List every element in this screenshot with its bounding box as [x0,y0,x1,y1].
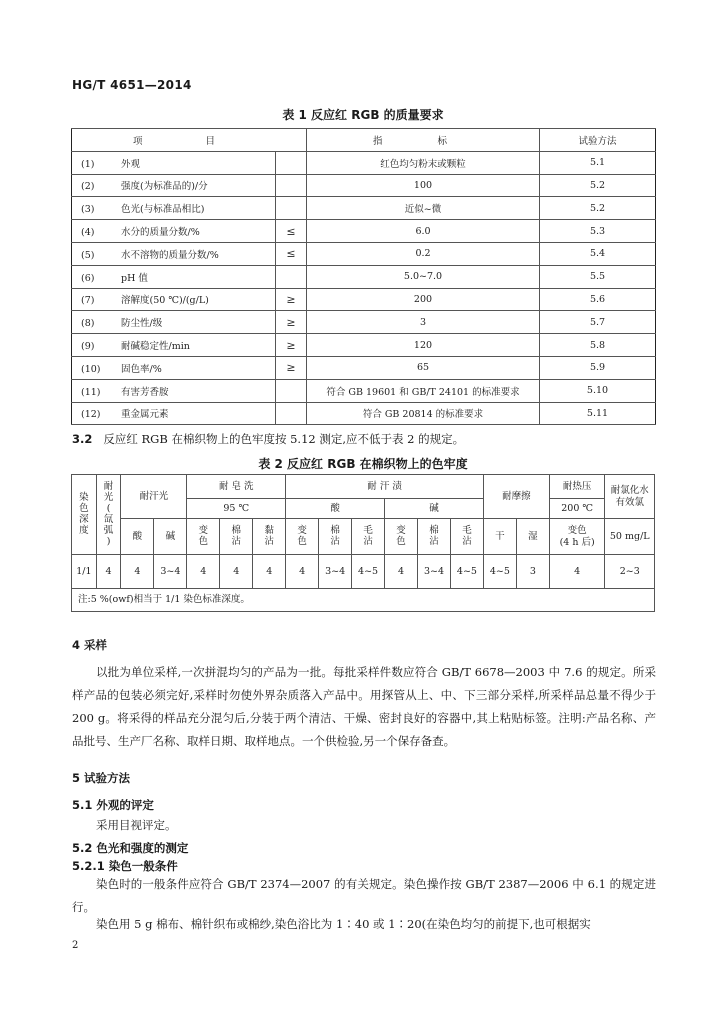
section-5-1-text: 采用目视评定。 [96,818,177,832]
table-row [72,151,656,174]
indicator-cell: 红色均匀粉末或颗粒 [307,151,540,174]
indicator-cell: 符合 GB 19601 和 GB/T 24101 的标准要求 [307,379,540,402]
h-pa-wool: 毛沾 [352,519,385,555]
h-pk-wool: 毛沾 [450,519,483,555]
item-cell: (1) 外观 [72,151,276,174]
h-p-acid: 酸 [286,499,385,519]
section-5-heading: 5 试验方法 [72,771,131,785]
table-header-row [72,129,656,152]
h-depth: 染色深度 [72,475,97,555]
indicator-cell: 0.2 [307,242,540,265]
fastness-value-cell: 2~3 [605,555,655,589]
h-pk-change: 变色 [385,519,418,555]
h-sl-alkali: 碱 [154,519,187,555]
fastness-value-cell: 3~4 [418,555,451,589]
table-row [72,197,656,220]
fastness-value-cell: 4 [121,555,154,589]
section-5-2-heading: 5.2 色光和强度的测定 [72,841,189,855]
method-cell: 5.3 [540,220,656,243]
comparator-cell [276,174,307,197]
h-perspiration: 耐 汗 渍 [286,475,484,499]
table-row [72,356,656,379]
quality-requirements-table [71,128,656,425]
table-row [72,402,656,425]
table-row [72,311,656,334]
h-light: 耐光(氙弧) [96,475,121,555]
section-5-2-1-text2: 染色用 5 g 棉布、棉针织布或棉纱,染色浴比为 1∶40 或 1∶20(在染色均匀的前提下,也可根据实 [96,917,591,931]
fastness-value-cell: 4 [253,555,286,589]
table2-note: 注:5 %(owf)相当于 1/1 染色标准深度。 [72,589,655,612]
comparator-cell [276,197,307,220]
method-cell: 5.9 [540,356,656,379]
item-cell: (2) 强度(为标准品的)/分 [72,174,276,197]
table-row [72,288,656,311]
h-soap-cotton: 棉沾 [220,519,253,555]
h-chlorine: 耐氯化水 有效氯 [605,475,655,519]
fastness-value-cell: 4~5 [352,555,385,589]
method-cell: 5.11 [540,402,656,425]
indicator-cell: 近似~微 [307,197,540,220]
fastness-value-cell: 1/1 [72,555,97,589]
page-number: 2 [72,940,79,951]
item-cell: (10) 固色率/% [72,356,276,379]
h-sl-acid: 酸 [121,519,154,555]
method-cell: 5.6 [540,288,656,311]
comparator-cell: ≥ [276,311,307,334]
indicator-cell: 3 [307,311,540,334]
table-row [72,334,656,357]
table-row [72,555,655,589]
method-cell: 5.10 [540,379,656,402]
item-cell: (4) 水分的质量分数/% [72,220,276,243]
fastness-value-cell: 4 [187,555,220,589]
item-cell: (8) 防尘性/级 [72,311,276,334]
method-cell: 5.7 [540,311,656,334]
item-cell: (9) 耐碱稳定性/min [72,334,276,357]
indicator-cell: 120 [307,334,540,357]
fastness-value-cell: 4 [286,555,319,589]
section-3-2-text: 反应红 RGB 在棉织物上的色牢度按 5.12 测定,应不低于表 2 的规定。 [103,432,465,446]
h-soap: 耐 皂 洗 [187,475,286,499]
h-pa-change: 变色 [286,519,319,555]
comparator-cell: ≤ [276,242,307,265]
comparator-cell [276,151,307,174]
standard-code-header: HG/T 4651—2014 [72,78,192,92]
table-row [72,265,656,288]
section-4-heading: 4 采样 [72,638,108,652]
method-cell: 5.4 [540,242,656,265]
comparator-cell: ≥ [276,356,307,379]
fastness-value-cell: 3~4 [319,555,352,589]
h-soap-viscose: 黏沾 [253,519,286,555]
item-cell: (5) 水不溶物的质量分数/% [72,242,276,265]
item-cell: (3) 色光(与标准品相比) [72,197,276,220]
fastness-value-cell: 4~5 [450,555,483,589]
section-4-paragraph: 以批为单位采样,一次拼混均匀的产品为一批。每批采样件数应符合 GB/T 6678—2003 中 7.6 的规定。所采样产品的包装必须完好,采样时勿使外界杂质落入产品中。用探管从上、中、下三部分采样,所采样品总量不得少于 200 g。将采得的样品充分混匀后,分装于两个清洁、干燥、密封良好的容器中,其上粘贴标签。注明:产品名称、产品批号、生产厂名称、取样日期、取样地点。一个供检验,另一个保存备查。 [72,665,656,748]
h-heat-change: 变色 (4 h 后) [549,519,605,555]
fastness-value-cell: 3~4 [154,555,187,589]
table-row [72,242,656,265]
method-cell: 5.2 [540,197,656,220]
table2-caption: 表 2 反应红 RGB 在棉织物上的色牢度 [258,457,468,471]
fastness-value-cell: 4 [385,555,418,589]
table-row [72,379,656,402]
method-cell: 5.8 [540,334,656,357]
item-cell: (12) 重金属元素 [72,402,276,425]
comparator-cell [276,402,307,425]
indicator-cell: 100 [307,174,540,197]
indicator-cell: 200 [307,288,540,311]
indicator-cell: 6.0 [307,220,540,243]
item-cell: (11) 有害芳香胺 [72,379,276,402]
method-cell: 5.5 [540,265,656,288]
h-heat: 耐热压 [549,475,605,499]
comparator-cell: ≥ [276,334,307,357]
h-p-alkali: 碱 [385,499,484,519]
h-soap-change: 变色 [187,519,220,555]
item-cell: (6) pH 值 [72,265,276,288]
h-rub-wet: 湿 [516,519,549,555]
comparator-cell [276,379,307,402]
indicator-cell: 65 [307,356,540,379]
section-5-2-1-heading: 5.2.1 染色一般条件 [72,859,178,873]
comparator-cell [276,265,307,288]
method-cell: 5.1 [540,151,656,174]
indicator-cell: 符合 GB 20814 的标准要求 [307,402,540,425]
table1-caption: 表 1 反应红 RGB 的质量要求 [282,108,444,122]
comparator-cell: ≤ [276,220,307,243]
h-soap-temp: 95 ℃ [187,499,286,519]
h-heat-temp: 200 ℃ [549,499,605,519]
table-row [72,174,656,197]
h-chlorine-conc: 50 mg/L [605,519,655,555]
fastness-value-cell: 4 [549,555,605,589]
section-3-2 [72,428,464,451]
comparator-cell: ≥ [276,288,307,311]
section-3-2-number: 3.2 [72,432,93,446]
section-5-2-1-text: 染色时的一般条件应符合 GB/T 2374—2007 的有关规定。染色操作按 GB/T 2387—2006 中 6.1 的规定进行。 [72,877,656,914]
fastness-value-cell: 4 [96,555,121,589]
fastness-value-cell: 4~5 [483,555,516,589]
indicator-cell: 5.0~7.0 [307,265,540,288]
h-rub: 耐摩擦 [483,475,549,519]
header-indicator: 指 标 [307,129,540,152]
table-row [72,220,656,243]
method-cell: 5.2 [540,174,656,197]
section-5-1-heading: 5.1 外观的评定 [72,798,154,812]
fastness-value-cell: 3 [516,555,549,589]
color-fastness-table [71,474,655,612]
h-rub-dry: 干 [483,519,516,555]
h-sweat-light: 耐汗光 [121,475,187,519]
h-pk-cotton: 棉沾 [418,519,451,555]
h-pa-cotton: 棉沾 [319,519,352,555]
item-cell: (7) 溶解度(50 ℃)/(g/L) [72,288,276,311]
header-method: 试验方法 [540,129,656,152]
header-item: 项 目 [72,129,307,152]
fastness-value-cell: 4 [220,555,253,589]
